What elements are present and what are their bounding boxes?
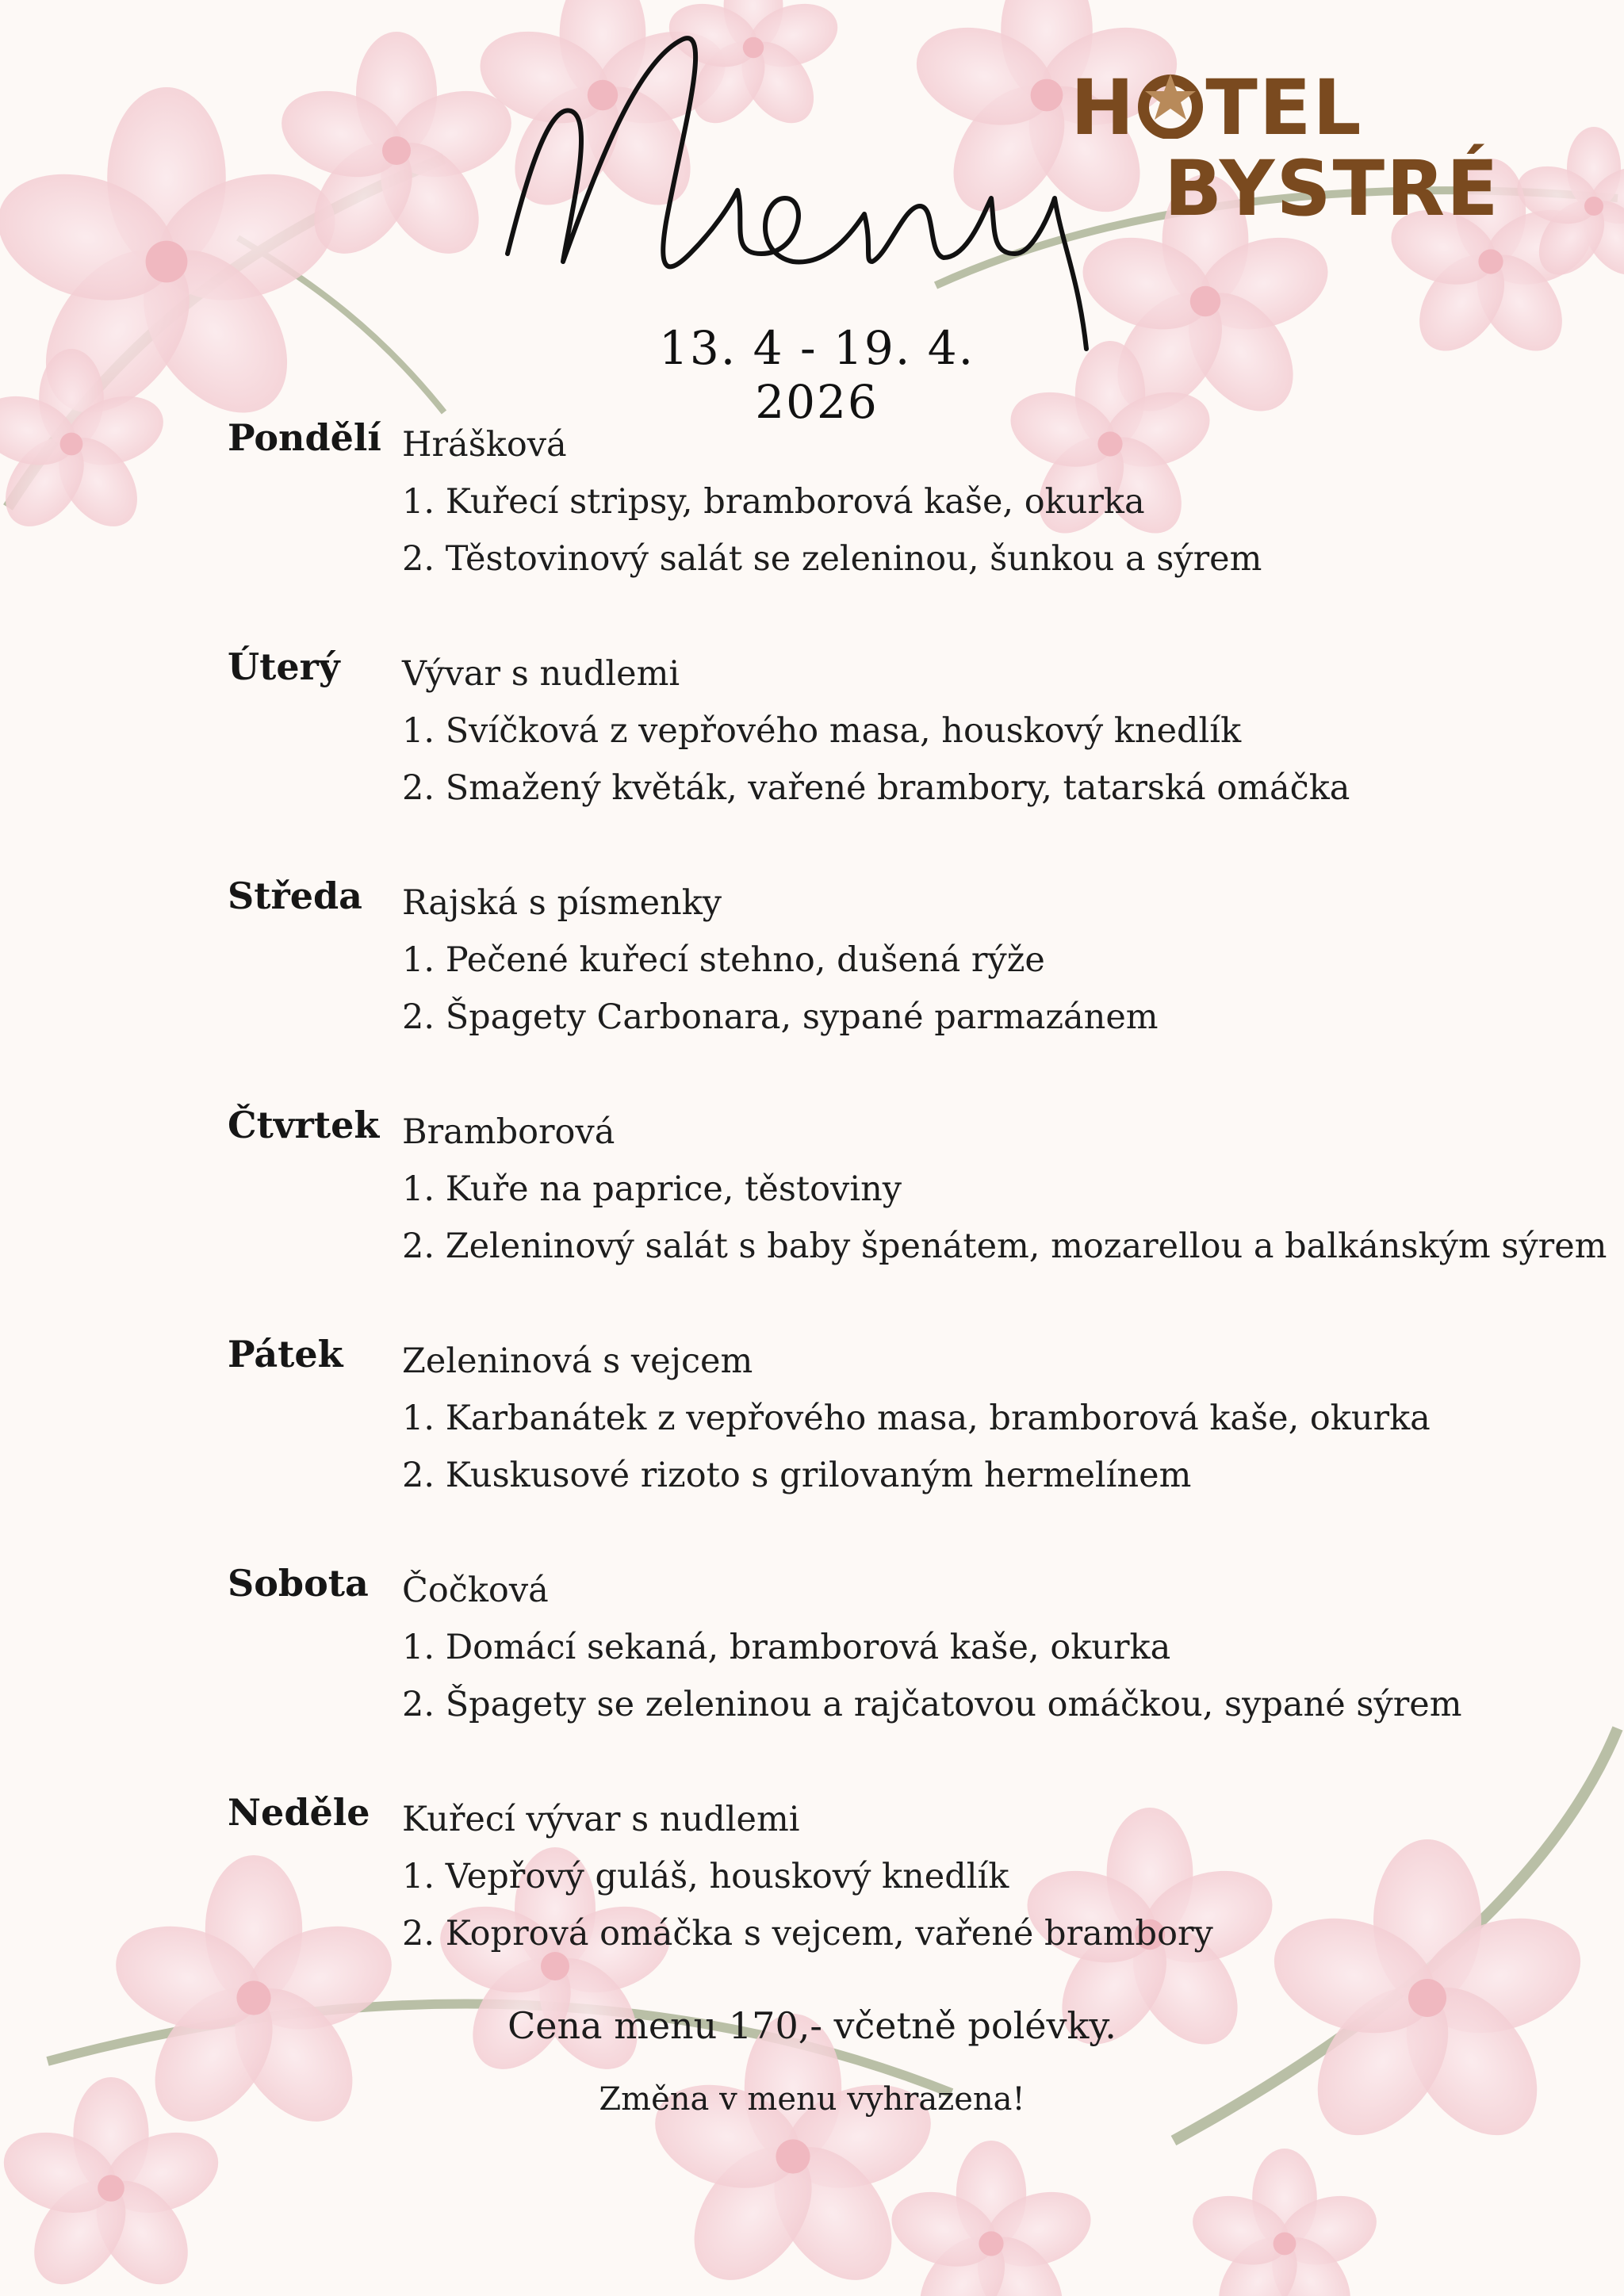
- weekly-menu: [228, 408, 1607, 2012]
- star-moon-icon: [1136, 69, 1205, 139]
- logo-line2: BYSTRÉ: [1164, 144, 1500, 233]
- dish-list: [402, 416, 1262, 587]
- dish-list: [402, 874, 1159, 1046]
- day-entry: [228, 867, 1576, 1096]
- day-entry: [228, 1325, 1576, 1554]
- soup: Zeleninová s vejcem: [402, 1341, 753, 1381]
- main-dish-2: 2. Špagety Carbonara, sypané parmazánem: [402, 997, 1159, 1037]
- main-dish-1: 1. Pečené kuřecí stehno, dušená rýže: [402, 940, 1045, 980]
- main-dish-2: 2. Koprová omáčka s vejcem, vařené brambory: [402, 1914, 1213, 1954]
- day-entry: [228, 1783, 1576, 2012]
- soup: Hrášková: [402, 425, 567, 465]
- day-name: Pátek: [228, 1333, 343, 1376]
- day-name: Úterý: [228, 645, 340, 688]
- day-entry: [228, 637, 1576, 867]
- dish-list: [402, 1104, 1607, 1275]
- soup: Vývar s nudlemi: [402, 654, 680, 694]
- main-dish-2: 2. Zeleninový salát s baby špenátem, mozarellou a balkánským sýrem: [402, 1226, 1607, 1266]
- soup: Čočková: [402, 1571, 549, 1610]
- main-dish-1: 1. Svíčková z vepřového masa, houskový knedlík: [402, 711, 1242, 751]
- main-dish-1: 1. Kuřecí stripsy, bramborová kaše, okurka: [402, 482, 1145, 522]
- date-range: 13. 4 - 19. 4. 2026: [658, 321, 975, 429]
- dish-list: [402, 1333, 1431, 1504]
- main-dish-1: 1. Vepřový guláš, houskový knedlík: [402, 1857, 1009, 1896]
- main-dish-2: 2. Špagety se zeleninou a rajčatovou omáčkou, sypané sýrem: [402, 1685, 1462, 1724]
- hotel-logo: [1071, 63, 1499, 238]
- day-name: Čtvrtek: [228, 1104, 380, 1146]
- logo-line1: H TEL: [1071, 63, 1363, 152]
- soup: Rajská s písmenky: [402, 883, 722, 923]
- day-entry: [228, 408, 1576, 637]
- change-note: Změna v menu vyhrazena!: [599, 2081, 1025, 2118]
- main-dish-2: 2. Těstovinový salát se zeleninou, šunkou a sýrem: [402, 539, 1262, 579]
- soup: Kuřecí vývar s nudlemi: [402, 1800, 800, 1839]
- day-name: Neděle: [228, 1791, 370, 1834]
- day-name: Středa: [228, 874, 362, 917]
- main-dish-1: 1. Kuře na paprice, těstoviny: [402, 1169, 902, 1209]
- day-name: Pondělí: [228, 416, 381, 459]
- main-dish-1: 1. Karbanátek z vepřového masa, bramborová kaše, okurka: [402, 1399, 1431, 1438]
- day-entry: [228, 1096, 1607, 1325]
- dish-list: [402, 1791, 1213, 1962]
- dish-list: [402, 1562, 1462, 1733]
- soup: Bramborová: [402, 1112, 615, 1152]
- dish-list: [402, 645, 1350, 817]
- menu-title-script: [476, 16, 1158, 365]
- price-text: Cena menu 170,- včetně polévky.: [508, 2004, 1116, 2047]
- day-entry: [228, 1554, 1576, 1783]
- menu-title: [476, 16, 1158, 365]
- main-dish-2: 2. Smažený květák, vařené brambory, tatarská omáčka: [402, 768, 1350, 808]
- main-dish-2: 2. Kuskusové rizoto s grilovaným hermelínem: [402, 1456, 1192, 1495]
- main-dish-1: 1. Domácí sekaná, bramborová kaše, okurka: [402, 1628, 1171, 1667]
- day-name: Sobota: [228, 1562, 369, 1605]
